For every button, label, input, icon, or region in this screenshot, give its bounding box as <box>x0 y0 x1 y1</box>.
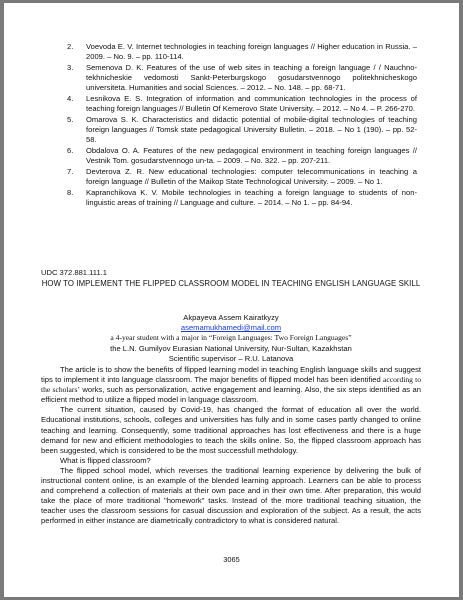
reference-number: 7. <box>67 166 74 176</box>
body-paragraph: The current situation, caused by Covid-19, has changed the format of education all over the world. Educational institutions, schools, colleges and universities has fully and in some cases partly changed to online teaching and learning. Consequently, some traditional approaches has lost effectiveness and there is a huge demand for new and efficient methodologies to teach the skills online. So, the flipped classroom approach has been suggested, which is considered to be the most successfull methdology. <box>41 405 421 455</box>
article-title: HOW TO IMPLEMENT THE FLIPPED CLASSROOM MODEL IN TEACHING ENGLISH LANGUAGE SKILL <box>41 279 421 288</box>
page-number: 3065 <box>223 555 240 564</box>
reference-item <box>67 188 417 208</box>
reference-list <box>67 42 417 209</box>
article-body <box>41 365 421 527</box>
author-block <box>41 313 421 364</box>
reference-item <box>67 94 417 114</box>
reference-text: Lesnikova E. S. Integration of information and communication technologies in the process of teaching foreign languages // Bulletin Of Kemerovo State University. – 2012. – No 4. – P. 266-270. <box>86 94 417 114</box>
reference-number: 5. <box>67 114 74 124</box>
reference-number: 2. <box>67 42 74 51</box>
author-name: Akpayeva Assem Kairatkyzy <box>183 313 279 322</box>
reference-text: Voevoda E. V. Internet technologies in teaching foreign languages // Higher education in Russia. – 2009. – No. 9. – pp. 110-114. <box>86 42 417 62</box>
author-university: the L.N. Gumilyov Eurasian National University, Nur-Sultan, Kazakhstan <box>110 343 352 353</box>
scientific-supervisor: Scientific supervisor – R.U. Latanova <box>168 353 294 363</box>
document-page <box>4 3 459 597</box>
author-status: a 4-year student with a major in “Foreign Languages: Two Foreign Languages” <box>110 333 352 343</box>
reference-item <box>67 146 417 166</box>
reference-text: Obdalova O. A. Features of the new pedagogical environment in teaching foreign languages // Vestnik Tom. gosudarstvennogo un-ta. – 2009. – No. 322. – pp. 207-211. <box>86 146 417 166</box>
reference-number: 8. <box>67 187 74 197</box>
reference-number: 4. <box>67 94 74 104</box>
reference-item <box>67 63 417 94</box>
reference-text: Kapranchikova K. V. Mobile technologies in teaching a foreign language to students of non-linguistic areas of training // Language and culture. – 2014. – No 1. – pp. 84-94. <box>86 187 417 208</box>
reference-number: 3. <box>67 62 74 72</box>
reference-item <box>67 42 417 62</box>
udc-code: UDC 372.881.111.1 <box>41 268 107 277</box>
author-email-link[interactable]: asemamukhamedi@mail.com <box>180 323 282 333</box>
body-paragraph: The flipped school model, which reverses the traditional learning experience by delivering the bulk of instructional content online, is an example of the blended learning approach. Learners can be able to process and comprehend a collection of materials at their own pace and in their own time. After preparation, this would take the place of more traditional "homework" tasks. Instead of the more traditional teaching situation, the teacher uses the classroom sessions for casual discussion and exploration of the subject. As a result, the acts performed in either instance are diametrically contradictory to what is considered natural. <box>41 465 421 526</box>
reference-text: Devterova Z. R. New educational technologies: computer telecommunications in teaching a foreign language // Bulletin of the Maikop State Technological University. – 2009. – No 1. <box>86 166 417 187</box>
section-question: What is flipped classroom? <box>60 455 151 465</box>
reference-item <box>67 167 417 187</box>
body-paragraph <box>41 365 421 405</box>
reference-number: 6. <box>67 146 74 156</box>
reference-text: Omarova S. K. Characteristics and didactic potential of mobile-digital technologies of teaching foreign languages // Tomsk state pedagogical University Bulletin. – 2018. – No 1 (190). – pp. 52-58. <box>86 114 417 145</box>
reference-item <box>67 115 417 146</box>
body-text: according to the scholars’ <box>41 375 421 395</box>
body-text: works, such as personalization, active engagement and learning. Also, the six steps identified as an efficient method to utilize a flipped model in language classroom. <box>41 385 421 405</box>
body-text: The article is to show the benefits of flipped learning model in teaching English language skills and suggest tips to implement it into language classroom. The major benefits of flipped model has been identified <box>41 365 421 385</box>
reference-text: Semenova D. K. Features of the use of web sites in teaching a foreign language / / Nauchno-tekhnicheskie vedomosti Sankt-Peterburgskogo gosudarstvennogo politekhnicheskogo universiteta. Humanities and social Sciences. – 2012. – No. 148. – pp. 68-71. <box>86 62 417 93</box>
